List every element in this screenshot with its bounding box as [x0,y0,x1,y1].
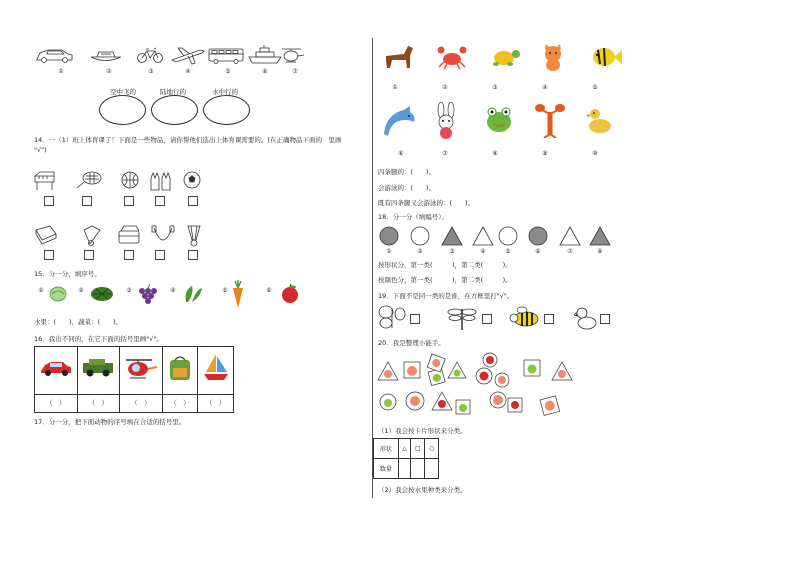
tropical-fish-icon [590,44,622,70]
basketball-icon [122,172,138,188]
q18-by-color[interactable]: 按颜色分，第一类( )，第二类( )。 [378,276,512,284]
q14-checkbox-1[interactable] [44,196,54,206]
table-label-shape: 形状 [374,439,399,459]
q16-title: 16．我出不同的，在它下面的括号里画"√"。 [34,335,163,343]
q14-checkbox-2[interactable] [82,196,92,206]
q16-paren-4[interactable]: （ ） [162,394,198,412]
q18-number-5: ⑤ [505,248,511,255]
table-header-circle: ○ [425,439,439,459]
card-triangle-apple [432,392,452,410]
animal-number-10: ⑩ [592,150,598,157]
q16-paren-1[interactable]: （ ） [35,394,78,412]
card-square-pear-2 [524,360,540,376]
helicopter-icon [282,49,304,62]
q15-number-5: ⑤ [222,287,228,294]
card-triangle-peach-2 [552,362,572,380]
q14-items-row1 [34,170,204,192]
bicycle-icon [138,48,163,63]
card-square-apple-2 [508,398,522,412]
q14-checkbox-3[interactable] [124,196,134,206]
q14-checkbox-8[interactable] [124,250,134,260]
animal-number-9: ⑨ [542,150,548,157]
category-land-label: 陆地行的 [160,88,186,96]
animals-row1 [380,42,630,76]
table-label-count: 数量 [374,459,399,479]
category-water-label: 水中行的 [212,88,238,96]
q20-part2: （2）我会按水果种类来分类。 [378,486,467,494]
q16-table [34,346,234,413]
bus-icon [209,49,243,64]
q16-cell-car [35,347,78,395]
vehicle-number-7: ⑦ [292,68,298,75]
animals-row1-numbers [380,84,630,94]
q14-checkbox-7[interactable] [84,250,94,260]
table-count-circle[interactable] [425,459,439,479]
airplane-icon [172,48,204,64]
vehicle-number-1: ① [58,68,64,75]
apple-icon [280,284,300,304]
q16-cell-jeep [77,347,120,395]
card-square-peach [404,362,420,378]
shape-2-white-circle [411,227,429,245]
q14-checkbox-6[interactable] [44,250,54,260]
q18-title: 18．分一分（填编号）。 [378,213,449,221]
q19-checkbox-1[interactable] [410,314,420,324]
q16-cell-backpack [162,347,198,395]
pencil-case-icon [119,226,139,243]
q18-number-6: ⑥ [535,248,541,255]
vehicles-illustration [34,44,304,66]
vehicle-number-2: ② [106,68,112,75]
duck-icon [586,106,614,136]
animal-number-8: ⑧ [492,150,498,157]
animal-number-7: ⑦ [442,150,448,157]
q15-items [34,284,314,310]
card-circle-pear [380,394,396,410]
spinach-icon [182,284,204,304]
q-both[interactable]: 既有四条腿又会游泳的：( )。 [378,199,475,207]
vehicle-row [34,44,304,66]
watermelon-icon [90,286,114,302]
shuttlecock-icon [84,226,100,246]
q18-number-7: ⑦ [567,248,573,255]
q-four-legs[interactable]: 四条腿的：( )。 [378,168,436,176]
backpack-icon [166,354,194,382]
q17-title: 17．分一分，把下面动物的序号填在合适的括号里。 [34,418,186,426]
book-icon [36,226,56,244]
cabbage-icon [48,284,68,302]
q15-number-2: ② [78,287,84,294]
jeep-icon [81,357,115,379]
q18-number-1: ① [386,248,392,255]
q14-checkbox-9[interactable] [155,250,165,260]
q20-part1: （1）我会按卡片形状来分类。 [378,427,467,435]
card-circle-peach-3 [490,392,506,408]
q14-checkbox-4[interactable] [155,196,165,206]
q-swim[interactable]: 会游泳的：( )。 [378,184,436,192]
piano-icon [35,172,54,190]
vehicle-number-6: ⑥ [262,68,268,75]
toy-helicopter-icon [124,356,158,380]
animal-number-1: ① [392,84,398,91]
q20-fruit-cards [376,352,586,418]
vehicle-numbers [34,68,304,78]
ship-icon [249,45,281,63]
q14-line1: 14．一（1）班上体育课了！下面是一些物品，请你帮他们选出上体育课需要的。(在正确物品下面的 里画 [34,136,342,144]
vehicle-number-3: ③ [148,68,154,75]
shape-5-white-circle [499,227,517,245]
animal-number-2: ② [442,84,448,91]
animals-row2 [380,102,630,142]
butterfly-icon [378,304,406,330]
q19-checkbox-2[interactable] [482,314,492,324]
q20-shape-table [373,438,439,479]
crab-icon [437,44,467,70]
animals-row2-numbers [380,150,630,160]
q19-title: 19．下面不是同一类的是谁，在方框里打"√"。 [378,292,514,300]
sailboat-icon [202,352,230,384]
badminton-racket-icon [77,172,101,188]
horse-icon [380,42,416,72]
card-square-pear-3 [456,400,470,414]
card-triangle-peach [378,362,398,380]
card-square-apple [427,354,445,372]
dolphin-icon [380,104,420,138]
duckling-icon [574,306,598,330]
q16-paren-3[interactable]: （ ） [120,394,163,412]
q15-answer[interactable]: 水果：( )，蔬菜：( )。 [34,318,123,326]
card-circle-apple-2 [483,353,497,367]
shape-4-white-triangle [473,227,493,245]
q18-number-4: ④ [480,248,486,255]
animal-number-5: ⑤ [592,84,598,91]
carrot-icon [230,280,246,310]
soccer-ball-icon [184,172,200,188]
q20-title: 20．我是整理小能手。 [378,339,445,347]
q14-line2: "√") [34,146,47,154]
shape-7-white-triangle [560,227,580,245]
card-square-pear [428,368,445,385]
jump-rope-icon [152,226,174,240]
frog-icon [484,106,514,134]
shape-1-gray-circle [380,227,398,245]
q19-checkbox-3[interactable] [544,314,554,324]
q16-paren-5[interactable]: （ ） [198,394,234,412]
category-water-oval[interactable] [203,95,250,125]
q14-checkbox-5[interactable] [188,196,198,206]
column-divider [372,38,373,498]
q19-checkbox-4[interactable] [600,314,610,324]
category-air-oval[interactable] [99,95,146,125]
q18-shapes [378,225,618,247]
table-header-square: □ [411,439,425,459]
q18-numbers [378,248,618,257]
shuttlecock-icon-2 [188,226,200,246]
table-count-triangle[interactable] [398,459,411,479]
q18-number-2: ② [417,248,423,255]
q15-number-3: ③ [126,287,132,294]
lobster-icon [534,102,566,138]
red-car-icon [39,357,73,379]
car-icon [37,50,72,63]
q14-checkbox-10[interactable] [188,250,198,260]
q16-cell-sailboat [198,347,234,395]
grapes-icon [136,284,158,304]
shape-3-gray-triangle [442,227,462,245]
turtle-icon [488,44,520,70]
category-land-oval[interactable] [151,95,198,125]
q15-title: 15．分一分，填序号。 [34,270,101,278]
animal-number-6: ⑥ [398,150,404,157]
category-air-label: 空中飞的 [110,88,136,96]
card-square-peach-3 [540,396,560,416]
dragonfly-icon [446,306,478,330]
q15-number-6: ⑥ [266,287,272,294]
q16-cell-helicopter [120,347,163,395]
q15-number-4: ④ [170,287,176,294]
vehicle-number-5: ⑤ [225,68,231,75]
shape-8-gray-triangle [590,227,610,245]
q18-number-3: ③ [449,248,455,255]
card-circle-apple-1 [476,368,492,384]
shape-6-gray-circle [529,227,547,245]
q18-number-8: ⑧ [597,248,603,255]
q16-paren-2[interactable]: （ ） [77,394,120,412]
card-triangle-pear [448,362,466,378]
table-header-triangle: △ [398,439,411,459]
card-circle-peach-1 [495,373,509,387]
animal-number-3: ③ [492,84,498,91]
cat-icon [540,44,566,72]
q15-number-1: ① [38,287,44,294]
animal-number-4: ④ [542,84,548,91]
rabbit-icon [432,102,460,140]
card-circle-peach-2 [406,392,424,410]
q18-by-shape[interactable]: 按形状分，第一类( )，第二类( )。 [378,261,512,269]
table-count-square[interactable] [411,459,425,479]
gloves-icon [151,173,170,190]
q14-items-row2 [34,224,214,248]
bee-icon [508,306,542,328]
vehicle-number-4: ④ [185,68,191,75]
boat-icon [91,52,121,61]
